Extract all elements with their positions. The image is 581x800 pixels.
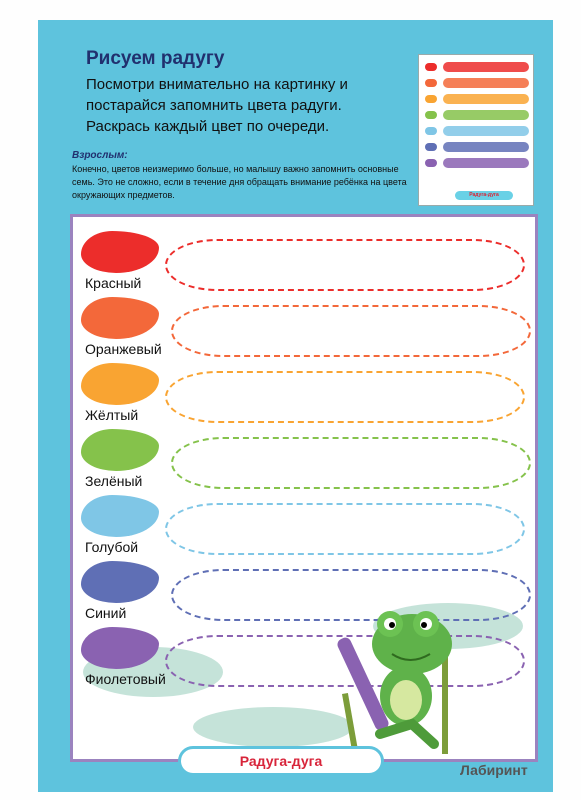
color-name-label: Оранжевый <box>85 341 162 357</box>
color-name-label: Жёлтый <box>85 407 139 423</box>
rainbow-reference-thumbnail <box>418 54 534 206</box>
thumbnail-rainbow-band <box>443 126 529 136</box>
adults-heading: Взрослым: <box>72 150 128 161</box>
series-badge <box>178 746 384 776</box>
paint-swatch-5 <box>81 495 159 537</box>
color-name-label: Зелёный <box>85 473 143 489</box>
thumbnail-color-swatch <box>425 95 437 103</box>
thumbnail-color-swatch <box>425 63 437 71</box>
page-title: Рисуем радугу <box>86 48 225 69</box>
series-badge-text: Радуга-дуга <box>239 753 323 769</box>
paint-swatch-1 <box>81 231 159 273</box>
frog-illustration <box>322 604 472 754</box>
paint-swatch-3 <box>81 363 159 405</box>
color-name-label: Фиолетовый <box>85 671 166 687</box>
thumbnail-caption: Радуга-дуга <box>455 191 513 200</box>
paint-swatch-2 <box>81 297 159 339</box>
color-name-label: Голубой <box>85 539 139 555</box>
thumbnail-color-swatch <box>425 143 437 151</box>
instructions: Посмотри внимательно на картинку и постарайся запомнить цвета радуги. Раскрась каждый цвет по очереди. <box>86 76 348 135</box>
thumbnail-rainbow-band <box>443 110 529 120</box>
thumbnail-rainbow-band <box>443 158 529 168</box>
dashed-trace-stripe[interactable] <box>171 305 531 357</box>
paint-swatch-4 <box>81 429 159 471</box>
thumbnail-color-swatch <box>425 79 437 87</box>
dashed-trace-stripe[interactable] <box>171 437 531 489</box>
thumbnail-rainbow-band <box>443 94 529 104</box>
thumbnail-color-swatch <box>425 111 437 119</box>
publisher-watermark: Лабиринт <box>460 762 528 778</box>
dashed-trace-stripe[interactable] <box>165 503 525 555</box>
thumbnail-color-swatch <box>425 127 437 135</box>
thumbnail-color-swatch <box>425 159 437 167</box>
color-name-label: Красный <box>85 275 142 291</box>
adults-note: Конечно, цветов неизмеримо больше, но малышу важно запомнить основные семь. Это не сложно, если в течение дня обращать внимание ребёнка на цвета окружающих предметов. <box>72 164 407 200</box>
thumbnail-rainbow-band <box>443 142 529 152</box>
thumbnail-rainbow-band <box>443 78 529 88</box>
paint-swatch-6 <box>81 561 159 603</box>
color-name-label: Синий <box>85 605 127 621</box>
thumbnail-rainbow-band <box>443 62 529 72</box>
dashed-trace-stripe[interactable] <box>165 371 525 423</box>
dashed-trace-stripe[interactable] <box>165 239 525 291</box>
